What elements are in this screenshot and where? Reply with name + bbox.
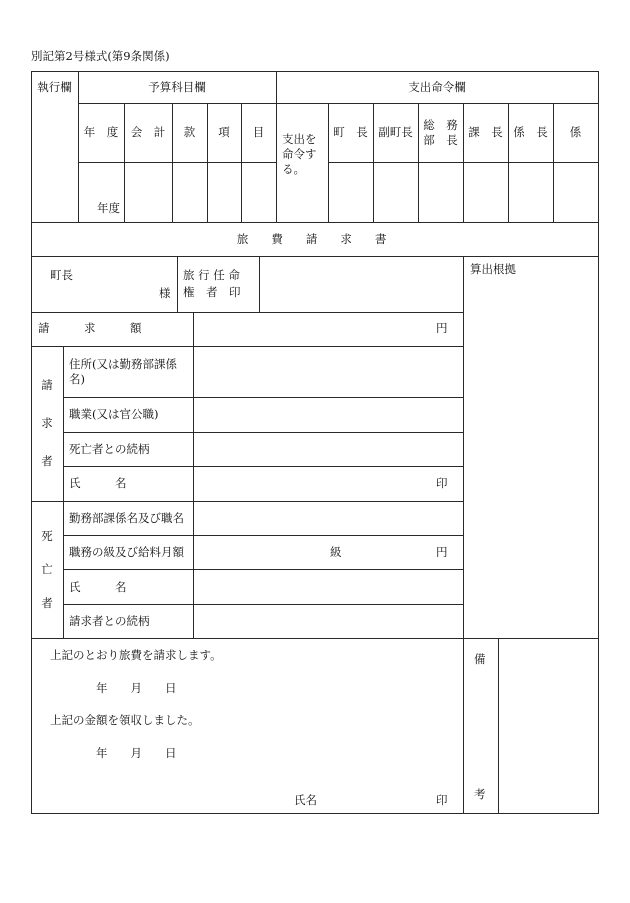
travel-authority-line2: 権 者 印 bbox=[183, 285, 241, 299]
account-header: 会 計 bbox=[130, 125, 166, 139]
signer-name-label: 氏名 bbox=[294, 793, 317, 807]
fiscal-year-suffix: 年度 bbox=[97, 201, 120, 215]
approver-staff: 係 bbox=[569, 125, 582, 139]
expense-order-heading: 支出命令欄 bbox=[408, 79, 466, 94]
deceased-yen-unit: 円 bbox=[436, 545, 448, 559]
claimant-side-char: 者 bbox=[41, 453, 53, 468]
receipt-statement: 上記の金額を領収しました。 bbox=[50, 713, 200, 727]
deceased-dept-position-label: 勤務部課係名及び職名 bbox=[69, 511, 184, 525]
moku-header: 目 bbox=[252, 125, 265, 139]
kan-header: 款 bbox=[183, 125, 196, 139]
deceased-side-char: 者 bbox=[41, 595, 53, 610]
claimant-occupation-label: 職業(又は官公職) bbox=[69, 407, 159, 421]
order-line-3: る。 bbox=[282, 162, 305, 176]
kou-header: 項 bbox=[218, 125, 230, 139]
claimant-side-label bbox=[31, 366, 63, 480]
order-line-2: 命令す bbox=[282, 147, 317, 161]
signer-seal-mark: 印 bbox=[436, 793, 448, 807]
approver-vice-mayor: 副町長 bbox=[378, 125, 413, 139]
addressee-mayor: 町長 bbox=[50, 268, 73, 282]
claimant-side-char: 請 bbox=[41, 377, 53, 392]
execution-column-label: 執行欄 bbox=[37, 79, 72, 94]
claim-statement: 上記のとおり旅費を請求します。 bbox=[50, 648, 222, 662]
gm-line-2: 部 長 bbox=[423, 132, 458, 147]
remarks-label-top: 備 bbox=[474, 652, 486, 666]
remarks-label-bottom: 考 bbox=[474, 787, 486, 801]
travel-authority-line1: 旅 行 任 命 bbox=[183, 268, 240, 282]
claim-amount-label: 請 求 額 bbox=[38, 321, 142, 335]
calculation-basis-label: 算出根拠 bbox=[470, 262, 516, 276]
claimant-side-char: 求 bbox=[41, 415, 53, 430]
approver-sub-chief: 係 長 bbox=[513, 125, 548, 139]
fiscal-year-header: 年 度 bbox=[83, 125, 119, 139]
deceased-side-char: 亡 bbox=[41, 562, 53, 577]
form-title: 別記第2号様式(第9条関係) bbox=[31, 49, 170, 63]
claimant-address-label: 住所(又は勤務部課係名) bbox=[69, 357, 177, 386]
deceased-side-char: 死 bbox=[41, 529, 53, 544]
deceased-grade-salary-label: 職務の級及び給料月額 bbox=[69, 545, 184, 559]
approver-section-chief: 課 長 bbox=[468, 125, 503, 139]
receipt-date: 年 月 日 bbox=[96, 746, 177, 760]
claimant-name-label: 氏 名 bbox=[69, 476, 127, 490]
addressee-honorific: 様 bbox=[159, 286, 171, 300]
deceased-relation-label: 請求者との続柄 bbox=[69, 614, 150, 628]
claim-amount-unit: 円 bbox=[436, 321, 448, 335]
claimant-seal-mark: 印 bbox=[436, 476, 448, 490]
claimant-relation-label: 死亡者との続柄 bbox=[69, 442, 150, 456]
deceased-grade-unit: 級 bbox=[330, 545, 342, 559]
claim-title: 旅 費 請 求 書 bbox=[236, 231, 393, 246]
approver-general-manager bbox=[418, 103, 463, 162]
deceased-name-label: 氏 名 bbox=[69, 580, 127, 594]
order-line-1: 支出を bbox=[282, 132, 317, 146]
gm-line-1: 総 務 bbox=[423, 117, 458, 132]
deceased-side-label bbox=[31, 520, 63, 620]
claim-date: 年 月 日 bbox=[96, 681, 177, 695]
budget-item-heading: 予算科目欄 bbox=[148, 79, 206, 94]
payment-order-statement bbox=[282, 132, 317, 177]
approver-mayor: 町 長 bbox=[333, 125, 368, 139]
